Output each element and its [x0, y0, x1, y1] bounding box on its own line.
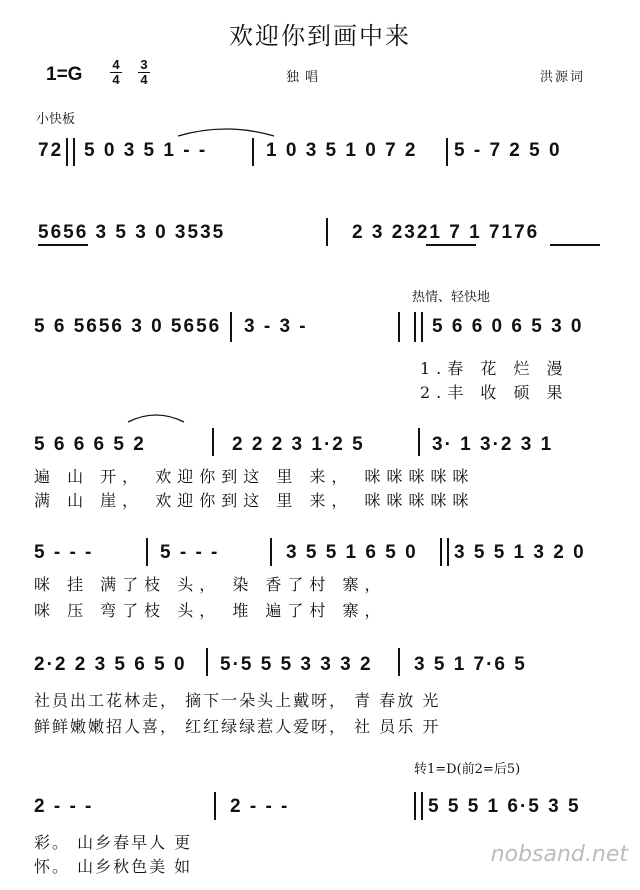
slur [176, 124, 276, 138]
system-5-measure-2: 5 - - - [160, 542, 220, 563]
system-1-measure-3: 1 0 3 5 1 0 7 2 [266, 140, 418, 161]
repeat-start-barline [414, 312, 423, 342]
system-6-measure-2: 5·5 5 5 3 3 3 2 [220, 654, 373, 675]
barline [230, 312, 232, 342]
slur [126, 410, 186, 424]
system-1-measure-2: 5 0 3 5 1 - - [84, 140, 208, 161]
system-5-measure-4: 3 5 5 1 3 2 0 [454, 542, 586, 563]
system-3-measure-3: 5 6 6 0 6 5 3 0 [432, 316, 584, 337]
system-6-measure-1: 2·2 2 3 5 6 5 0 [34, 654, 187, 675]
double-barline [440, 538, 449, 566]
lyrics-verse-1: 社员出工花林走， 摘下一朵头上戴呀， 青 春放 光 [34, 691, 441, 710]
barline [446, 138, 448, 166]
lyrics-verse-1: 遍 山 开， 欢迎你到这 里 来， 咪咪咪咪咪 [34, 467, 475, 486]
performance-style: 独唱 [286, 70, 325, 85]
expression-marking: 热情、轻快地 [412, 290, 491, 305]
tempo-marking: 小快板 [36, 112, 76, 127]
barline [398, 312, 400, 342]
system-7-measure-1: 2 - - - [34, 796, 94, 817]
lyrics-verse-2: 怀。 山乡秋色美 如 [34, 857, 193, 876]
watermark: nobsand.net [490, 842, 628, 867]
key-signature: 1=G [46, 64, 83, 85]
system-4-measure-2: 2 2 2 3 1·2 5 [232, 434, 365, 455]
barline [214, 792, 216, 820]
system-7-measure-2: 2 - - - [230, 796, 290, 817]
double-barline [414, 792, 423, 820]
barline [398, 648, 400, 676]
system-3-measure-1: 5 6 5656 3 0 5656 [34, 316, 222, 337]
system-5-measure-1: 5 - - - [34, 542, 94, 563]
barline [326, 218, 328, 246]
barline [146, 538, 148, 566]
lyrics-verse-2: 2.丰 收 硕 果 [420, 383, 569, 402]
key-change-marking: 转1=D(前2=后5) [414, 762, 521, 777]
repeat-barline [66, 138, 75, 166]
barline [418, 428, 420, 456]
system-2-measure-1: 5656 3 5 3 0 3535 [38, 222, 226, 243]
lyrics-verse-1: 咪 挂 满了枝 头， 染 香了村 寨， [34, 575, 387, 594]
barline [212, 428, 214, 456]
system-1-measure-4: 5 - 7 2 5 0 [454, 140, 562, 161]
lyrics-verse-1: 1.春 花 烂 漫 [420, 359, 569, 378]
system-5-measure-3: 3 5 5 1 6 5 0 [286, 542, 418, 563]
lyricist-credit: 洪源词 [540, 70, 586, 85]
barline [270, 538, 272, 566]
system-7-measure-3: 5 5 5 1 6·5 3 5 [428, 796, 581, 817]
lyrics-verse-2: 满 山 崖， 欢迎你到这 里 来， 咪咪咪咪咪 [34, 491, 475, 510]
time-signatures [110, 58, 150, 87]
system-1-measure-1: 72 [38, 140, 64, 161]
barline [252, 138, 254, 166]
system-4-measure-3: 3· 1 3·2 3 1 [432, 434, 554, 455]
lyrics-verse-2: 鲜鲜嫩嫩招人喜， 红红绿绿惹人爱呀， 社 员乐 开 [34, 717, 441, 736]
time-signature-3-4: 3 4 [138, 58, 150, 87]
system-2-measure-2: 2 3 2321 7 1 7176 [352, 222, 540, 243]
song-title: 欢迎你到画中来 [229, 22, 411, 50]
system-6-measure-3: 3 5 1 7·6 5 [414, 654, 527, 675]
lyrics-verse-2: 咪 压 弯了枝 头， 堆 遍了村 寨， [34, 601, 387, 620]
time-signature-4-4: 4 4 [110, 58, 122, 87]
barline [206, 648, 208, 676]
system-3-measure-2: 3 - 3 - [244, 316, 308, 337]
system-4-measure-1: 5 6 6 6 5 2 [34, 434, 146, 455]
lyrics-verse-1: 彩。 山乡春早人 更 [34, 833, 193, 852]
